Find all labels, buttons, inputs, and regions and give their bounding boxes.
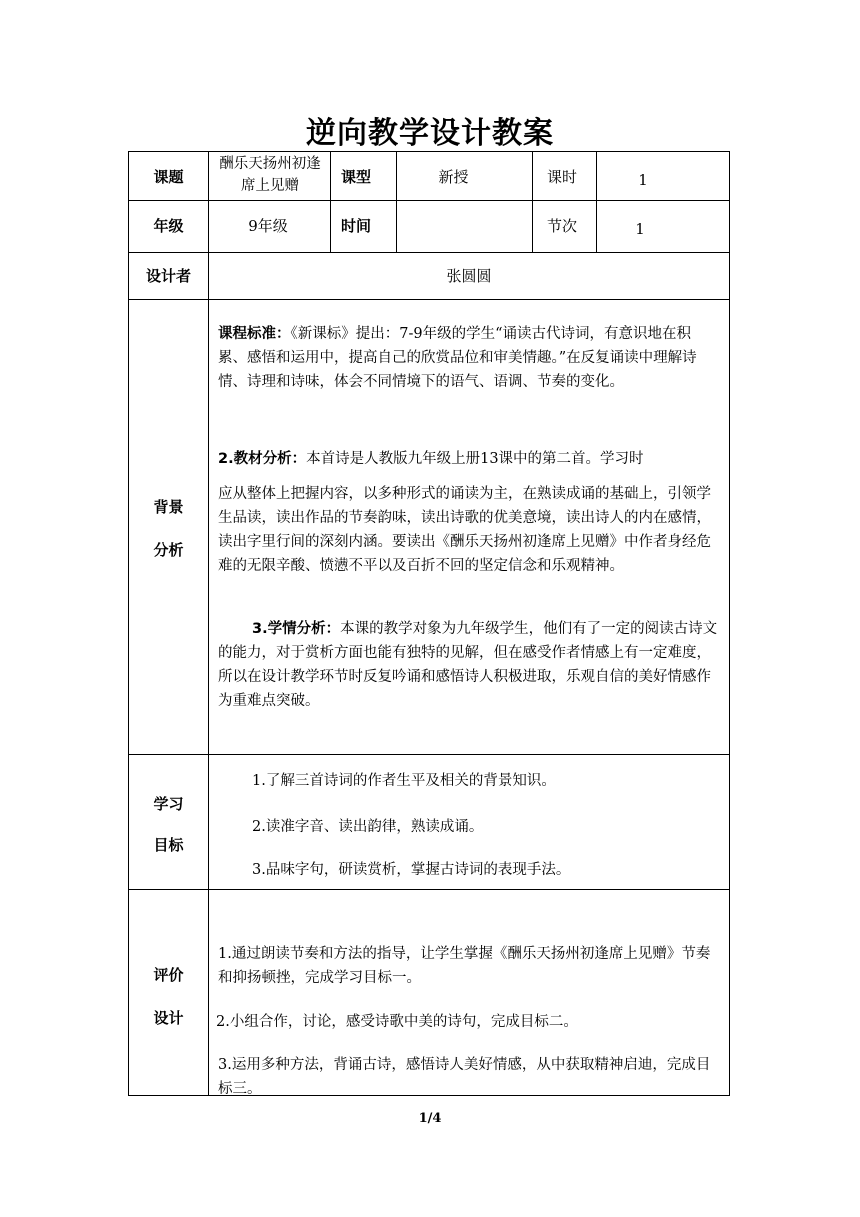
evaluation-label-1: 评价: [153, 966, 184, 984]
designer-value: 张圆圆: [446, 267, 492, 285]
document-title: 逆向教学设计教案: [306, 116, 554, 151]
curriculum-standard-paragraph: [218, 322, 718, 394]
grade-value: 9年级: [248, 217, 288, 235]
learner-analysis-text: 本课的教学对象为九年级学生，他们有了一定的阅读古诗文的能力，对于赏析方面也能有独特的见解，但在感受作者情感上有一定难度，所以在设计教学环节时反复吟诵和感悟诗人积极进取，乐观自信的美好情感作为重难点突破。: [218, 621, 718, 709]
textbook-analysis-heading: 2.教材分析：: [218, 451, 307, 467]
type-value: 新授: [438, 168, 469, 186]
evaluation-item: 1.通过朗读节奏和方法的指导，让学生掌握《酬乐天扬州初逢席上见赠》节奏和抑扬顿挫，完成学习目标一。: [218, 946, 711, 986]
learner-analysis-heading: 3.学情分析：: [252, 621, 341, 637]
page-number: 1/4: [418, 1111, 442, 1126]
session-value: 1: [635, 220, 645, 238]
objectives-label-2: 目标: [153, 836, 184, 854]
objective-item: 2.读准字音、读出韵律，熟读成诵。: [252, 819, 484, 835]
grade-label: 年级: [153, 217, 184, 235]
curriculum-standard-heading: 课程标准：: [218, 326, 291, 342]
evaluation-label-2: 设计: [153, 1009, 184, 1027]
textbook-analysis-text-2: 应从整体上把握内容，以多种形式的诵读为主，在熟读成诵的基础上，引领学生品读，读出作品的节奏韵味，读出诗歌的优美意境，读出诗人的内在感情，读出字里行间的深刻内涵。要读出《酬乐天扬州初逢席上见赠》中作者身经危难的无限辛酸、愤懑不平以及百折不回的坚定信念和乐观精神。: [218, 486, 711, 574]
topic-label: 课题: [153, 168, 184, 186]
background-label-1: 背景: [153, 498, 184, 516]
objectives-label-1: 学习: [153, 795, 184, 813]
topic-value: 酬乐天扬州初逢席上见赠: [219, 156, 321, 194]
objective-item: 3.品味字句，研读赏析，掌握古诗词的表现手法。: [252, 862, 571, 878]
hours-value: 1: [638, 171, 648, 189]
time-label: 时间: [340, 217, 371, 235]
hours-label: 课时: [546, 168, 577, 186]
designer-label: 设计者: [145, 267, 191, 285]
type-label: 课型: [340, 168, 371, 186]
textbook-analysis-text-1: 本首诗是人教版九年级上册13课中的第二首。学习时: [306, 451, 644, 467]
curriculum-standard-text: 《新课标》提出：7-9年级的学生“诵读古代诗词，有意识地在积累、感悟和运用中，提高自己的欣赏品位和审美情趣。”在反复诵读中理解诗情、诗理和诗味，体会不同情境下的语气、语调、节奏的变化。: [218, 326, 697, 390]
session-label: 节次: [546, 217, 577, 235]
textbook-analysis-paragraph: [218, 447, 718, 471]
objective-item: 1.了解三首诗词的作者生平及相关的背景知识。: [252, 773, 556, 789]
learner-analysis-paragraph: [218, 617, 718, 713]
evaluation-item: 3.运用多种方法，背诵古诗，感悟诗人美好情感，从中获取精神启迪，完成目标三。: [218, 1057, 711, 1097]
background-label-2: 分析: [153, 541, 184, 559]
evaluation-item: 2.小组合作，讨论，感受诗歌中美的诗句，完成目标二。: [216, 1014, 578, 1030]
